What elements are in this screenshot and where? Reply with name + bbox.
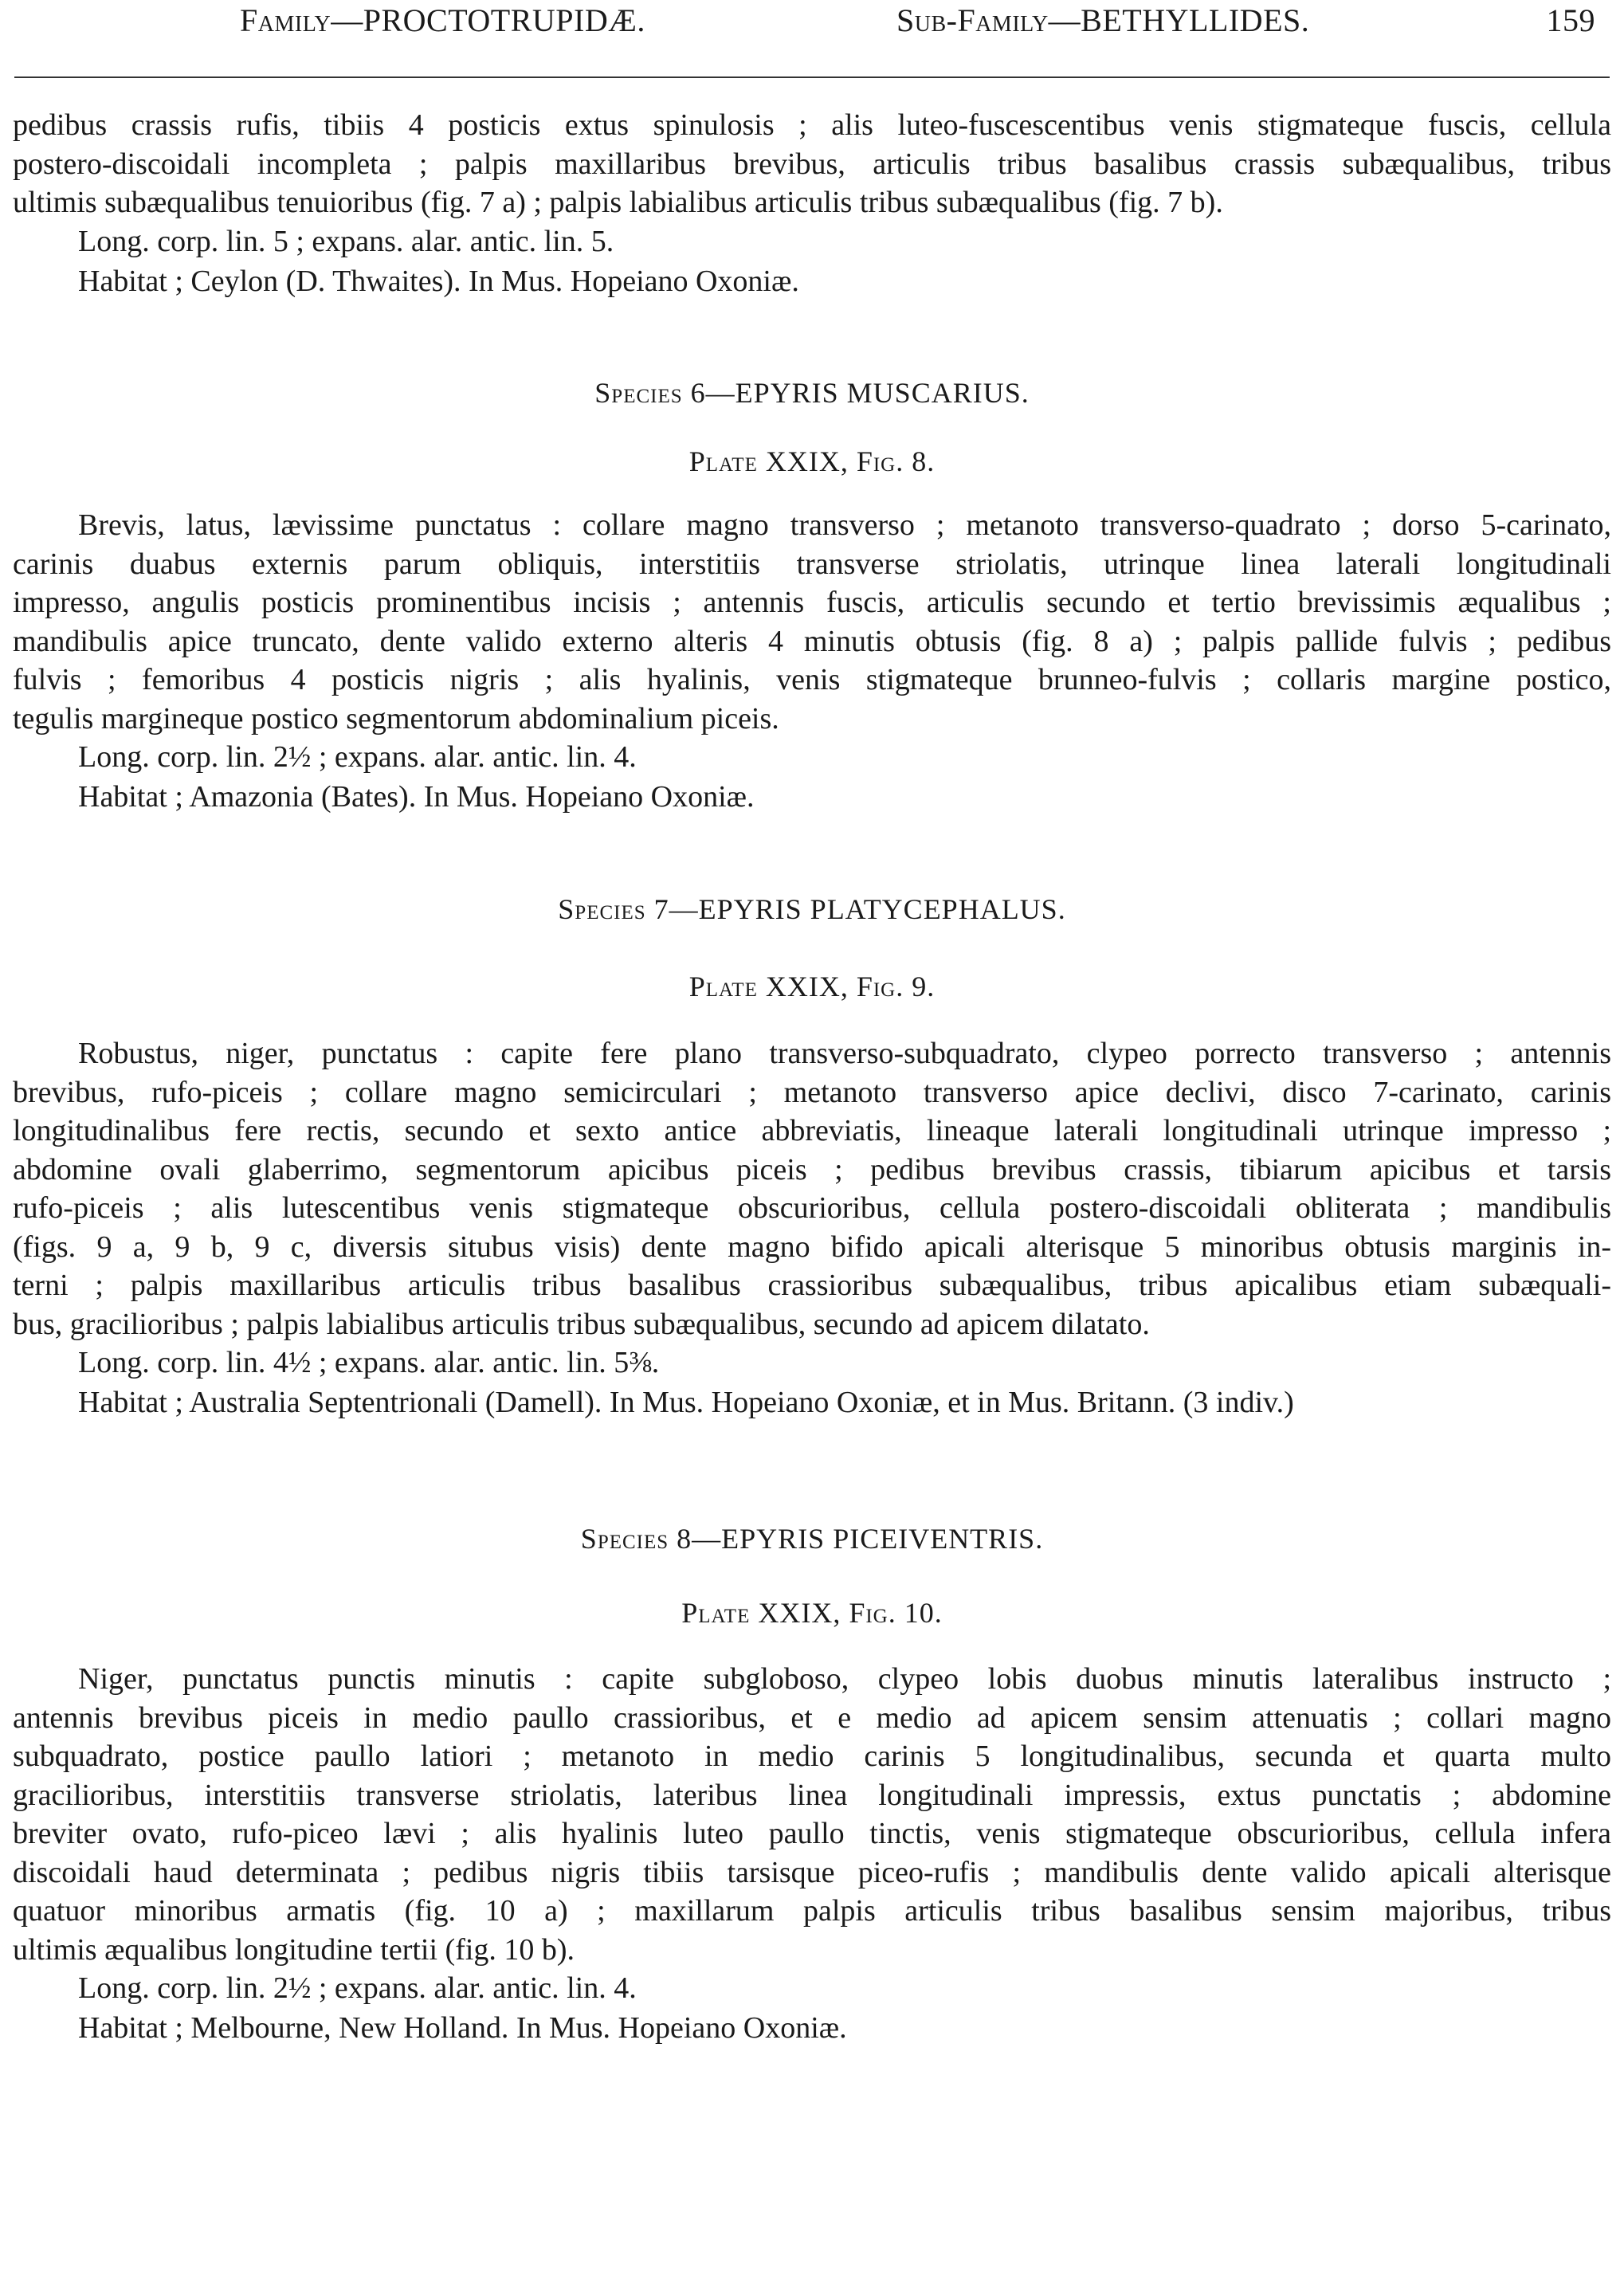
text-line: brevibus, rufo-piceis ; collare magno semicirculari ; metanoto transverso apice declivi, disco 7-carinato, carinis [13, 1075, 1611, 1109]
habitat-line: Habitat ; Australia Septentrionali (Damell). In Mus. Hopeiano Oxoniæ, et in Mus. Britann. (3 indiv.) [78, 1386, 1294, 1419]
text-line: bus, gracilioribus ; palpis labialibus articulis tribus subæqualibus, secundo ad apicem dilatato. [13, 1307, 1150, 1341]
running-head-family: Family—PROCTOTRUPIDÆ. [240, 2, 645, 38]
species-8-heading: Species 8—EPYRIS PICEIVENTRIS. [580, 1523, 1044, 1555]
species-6-description [13, 506, 1611, 818]
species-7-heading: Species 7—EPYRIS PLATYCEPHALUS. [558, 893, 1066, 925]
measurement-line: Long. corp. lin. 2½ ; expans. alar. antic. lin. 4. [78, 740, 637, 774]
text-line: rufo-piceis ; alis lutescentibus venis stigmateque obscurioribus, cellula postero-discoidali obliterata ; mandibulis [13, 1191, 1611, 1225]
habitat-line: Habitat ; Melbourne, New Holland. In Mus. Hopeiano Oxoniæ. [78, 2011, 847, 2045]
text-line: longitudinalibus fere rectis, secundo et sexto antice abbreviatis, lineaque laterali longitudinali utrinque impresso ; [13, 1114, 1611, 1147]
header-rule [14, 76, 1610, 78]
page-number: 159 [1546, 2, 1595, 38]
text-line: pedibus crassis rufis, tibiis 4 posticis extus spinulosis ; alis luteo-fuscescentibus venis stigmateque fuscis, cellula [13, 108, 1611, 142]
text-line: postero-discoidali incompleta ; palpis maxillaribus brevibus, articulis tribus basalibus crassis subæqualibus, tribus [13, 147, 1611, 181]
text-line: antennis brevibus piceis in medio paullo crassioribus, et e medio ad apicem sensim attenuatis ; collari magno [13, 1700, 1611, 1735]
species-6-plate: Plate XXIX, Fig. 8. [688, 445, 936, 477]
text-line: gracilioribus, interstitiis transverse striolatis, lateribus linea longitudinali impressis, extus punctatis ; abdomine [13, 1778, 1611, 1812]
text-line: fulvis ; femoribus 4 posticis nigris ; alis hyalinis, venis stigmateque brunneo-fulvis ; collaris margine postico, [13, 663, 1611, 696]
text-line: Brevis, latus, lævissime punctatus : collare magno transverso ; metanoto transverso-quadrato ; dorso 5-carinato, [78, 508, 1611, 542]
text-line: Niger, punctatus punctis minutis : capite subgloboso, clypeo lobis duobus minutis lateralibus instructo ; [78, 1662, 1611, 1696]
text-line: mandibulis apice truncato, dente valido externo alteris 4 minutis obtusis (fig. 8 a) ; palpis pallide fulvis ; pedibus [13, 624, 1611, 658]
measurement-line: Long. corp. lin. 2½ ; expans. alar. antic. lin. 4. [78, 1971, 637, 2005]
text-line: ultimis æqualibus longitudine tertii (fig. 10 b). [13, 1932, 575, 1967]
text-line: quatuor minoribus armatis (fig. 10 a) ; maxillarum palpis articulis tribus basalibus sensim majoribus, tribus [13, 1894, 1611, 1928]
species-5-continuation [13, 106, 1611, 302]
text-line: (figs. 9 a, 9 b, 9 c, diversis situbus visis) dente magno bifido apicali alterisque 5 minoribus obtusis marginis in- [13, 1230, 1611, 1264]
text-line: impresso, angulis posticis prominentibus incisis ; antennis fuscis, articulis secundo et tertio brevissimis æqualibus ; [13, 586, 1611, 619]
text-line: tegulis margineque postico segmentorum abdominalium piceis. [13, 701, 779, 735]
species-8-plate: Plate XXIX, Fig. 10. [681, 1597, 943, 1629]
habitat-line: Habitat ; Amazonia (Bates). In Mus. Hopeiano Oxoniæ. [78, 780, 755, 814]
running-head-subfamily: Sub-Family—BETHYLLIDES. [896, 2, 1310, 38]
text-line: terni ; palpis maxillaribus articulis tribus basalibus crassioribus subæqualibus, tribus apicalibus etiam subæquali- [13, 1269, 1611, 1302]
text-line: Robustus, niger, punctatus : capite fere plano transverso-subquadrato, clypeo porrecto transverso ; antennis [78, 1037, 1611, 1070]
species-6-heading: Species 6—EPYRIS MUSCARIUS. [594, 377, 1030, 409]
text-line: discoidali haud determinata ; pedibus nigris tibiis tarsisque piceo-rufis ; mandibulis dente valido apicali alterisque [13, 1855, 1611, 1889]
text-line: carinis duabus externis parum obliquis, interstitiis transverse striolatis, utrinque linea laterali longitudinali [13, 547, 1611, 581]
text-line: ultimis subæqualibus tenuioribus (fig. 7 a) ; palpis labialibus articulis tribus subæqualibus (fig. 7 b). [13, 186, 1223, 219]
habitat-line: Habitat ; Ceylon (D. Thwaites). In Mus. Hopeiano Oxoniæ. [78, 264, 799, 298]
species-7-description [13, 1034, 1611, 1423]
running-head [14, 0, 1610, 48]
measurement-line: Long. corp. lin. 4½ ; expans. alar. antic. lin. 5⅜. [78, 1346, 660, 1379]
measurement-line: Long. corp. lin. 5 ; expans. alar. antic. lin. 5. [78, 224, 614, 258]
text-line: abdomine ovali glaberrimo, segmentorum apicibus piceis ; pedibus brevibus crassis, tibiarum apicibus et tarsis [13, 1152, 1611, 1186]
species-7-plate: Plate XXIX, Fig. 9. [688, 971, 936, 1002]
text-line: breviter ovato, rufo-piceo lævi ; alis hyalinis luteo paullo tinctis, venis stigmateque obscurioribus, cellula infera [13, 1817, 1611, 1850]
text-line: subquadrato, postice paullo latiori ; metanoto in medio carinis 5 longitudinalibus, secunda et quarta multo [13, 1740, 1611, 1773]
species-8-description [13, 1660, 1611, 2049]
